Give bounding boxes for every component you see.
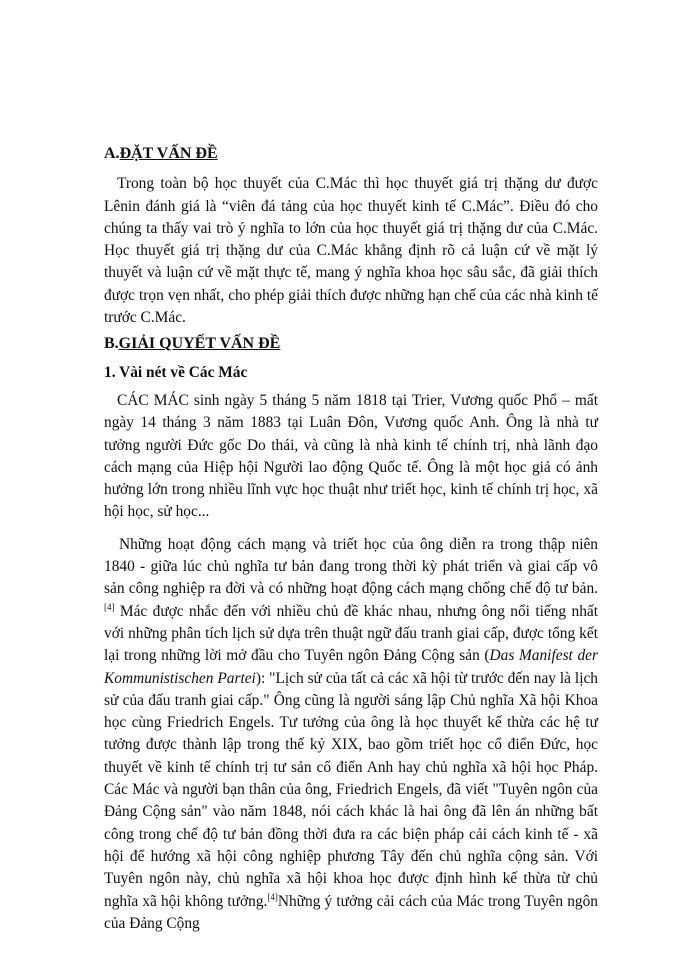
section-a-paragraph: Trong toàn bộ học thuyết của C.Mác thì học thuyết giá trị thặng dư được Lênin đánh giá là “viên đá tảng của học thuyết kinh tế C.Mác”. Điều đó cho chúng ta thấy vai trò ý nghĩa to lớn của học thuyết giá trị thặng dư của C.Mác. Học thuyết giá trị thặng dư của C.Mác khẳng định rõ cả luận cứ về mặt lý thuyết và luận cứ về mặt thực tế, mang ý nghĩa khoa học sâu sắc, đã giải thích được trọn vẹn nhất, cho phép giải thích được những hạn chế của các nhà kinh tế trước C.Mác. xyxy=(104,175,598,327)
citation-ref-1[interactable]: [4] xyxy=(104,601,115,612)
document-body xyxy=(104,143,598,935)
section-a-title: ĐẶT VẤN ĐỀ xyxy=(119,145,218,162)
activities-text-3: ): "Lịch sử của tất cả các xã hội từ trước đến nay là lịch sử của đấu tranh giai cấp." Ông cũng là người sáng lập Chủ nghĩa Xã hội Khoa học cùng Friedrich Engels. Tư tưởng của ông là học thuyết kế thừa các hệ tư tưởng được thành lập trong thế kỷ XIX, bao gồm triết học cổ điển Đức, học thuyết về kinh tế chính trị tư sản cổ điển Anh hay chủ nghĩa xã hội học Pháp. Các Mác và người bạn thân của ông, Friedrich Engels, đã viết "Tuyên ngôn của Đảng Cộng sản" vào năm 1848, nói cách khác là hai ông đã lên án những bất công trong chế độ tư bản đồng thời đưa ra các biện pháp cải cách kinh tế - xã hội để hướng xã hội công nghiệp phương Tây đến chủ nghĩa cộng sản. Với Tuyên ngôn này, chủ nghĩa xã hội khoa học được định hình kế thừa từ chủ nghĩa xã hội không tưởng. xyxy=(104,669,598,910)
section-a-prefix: A. xyxy=(104,145,120,162)
activities-text-4: Những ý tưởng cải cách của Mác trong Tuyên ngôn của Đảng Cộng xyxy=(104,892,598,932)
section-b-title: GIẢI QUYẾT VẤN ĐỀ xyxy=(118,335,281,353)
section-b-heading xyxy=(104,333,598,355)
subsection-heading: 1. Vài nét về Các Mác xyxy=(104,363,248,381)
manifesto-german-title: Das Manifest der Kommunistischen Partei xyxy=(104,647,598,687)
section-b-prefix: B. xyxy=(104,335,119,353)
activities-paragraph xyxy=(104,534,598,935)
citation-ref-2[interactable]: [4] xyxy=(267,891,278,902)
section-a-heading xyxy=(104,143,598,165)
biography-paragraph: CÁC MÁC sinh ngày 5 tháng 5 năm 1818 tại Trier, Vương quốc Phổ – mất ngày 14 tháng 3 năm 1883 tại Luân Đôn, Vương quốc Anh. Ông là nhà tư tưởng người Đức gốc Do thái, và cũng là nhà kinh tế chính trị, nhà lãnh đạo cách mạng của Hiệp hội Người lao động Quốc tế. Ông là một học giả có ảnh hưởng lớn trong nhiều lĩnh vực học thuật như triết học, kinh tế chính trị học, xã hội học, sử học... xyxy=(104,391,598,521)
activities-text-2: Mác được nhắc đến với nhiều chủ đề khác nhau, nhưng ông nổi tiếng nhất với những phân tích lịch sử dựa trên thuật ngữ đấu tranh giai cấp, được tổng kết lại trong những lời mở đầu cho Tuyên ngôn Đảng Cộng sản ( xyxy=(104,602,598,665)
activities-text-1: Những hoạt động cách mạng và triết học của ông diễn ra trong thập niên 1840 - giữa lúc chủ nghĩa tư bản đang trong thời kỳ phát triển và giai cấp vô sản công nghiệp ra đời và có những hoạt động cách mạng chống chế độ tư bản. xyxy=(104,535,598,598)
